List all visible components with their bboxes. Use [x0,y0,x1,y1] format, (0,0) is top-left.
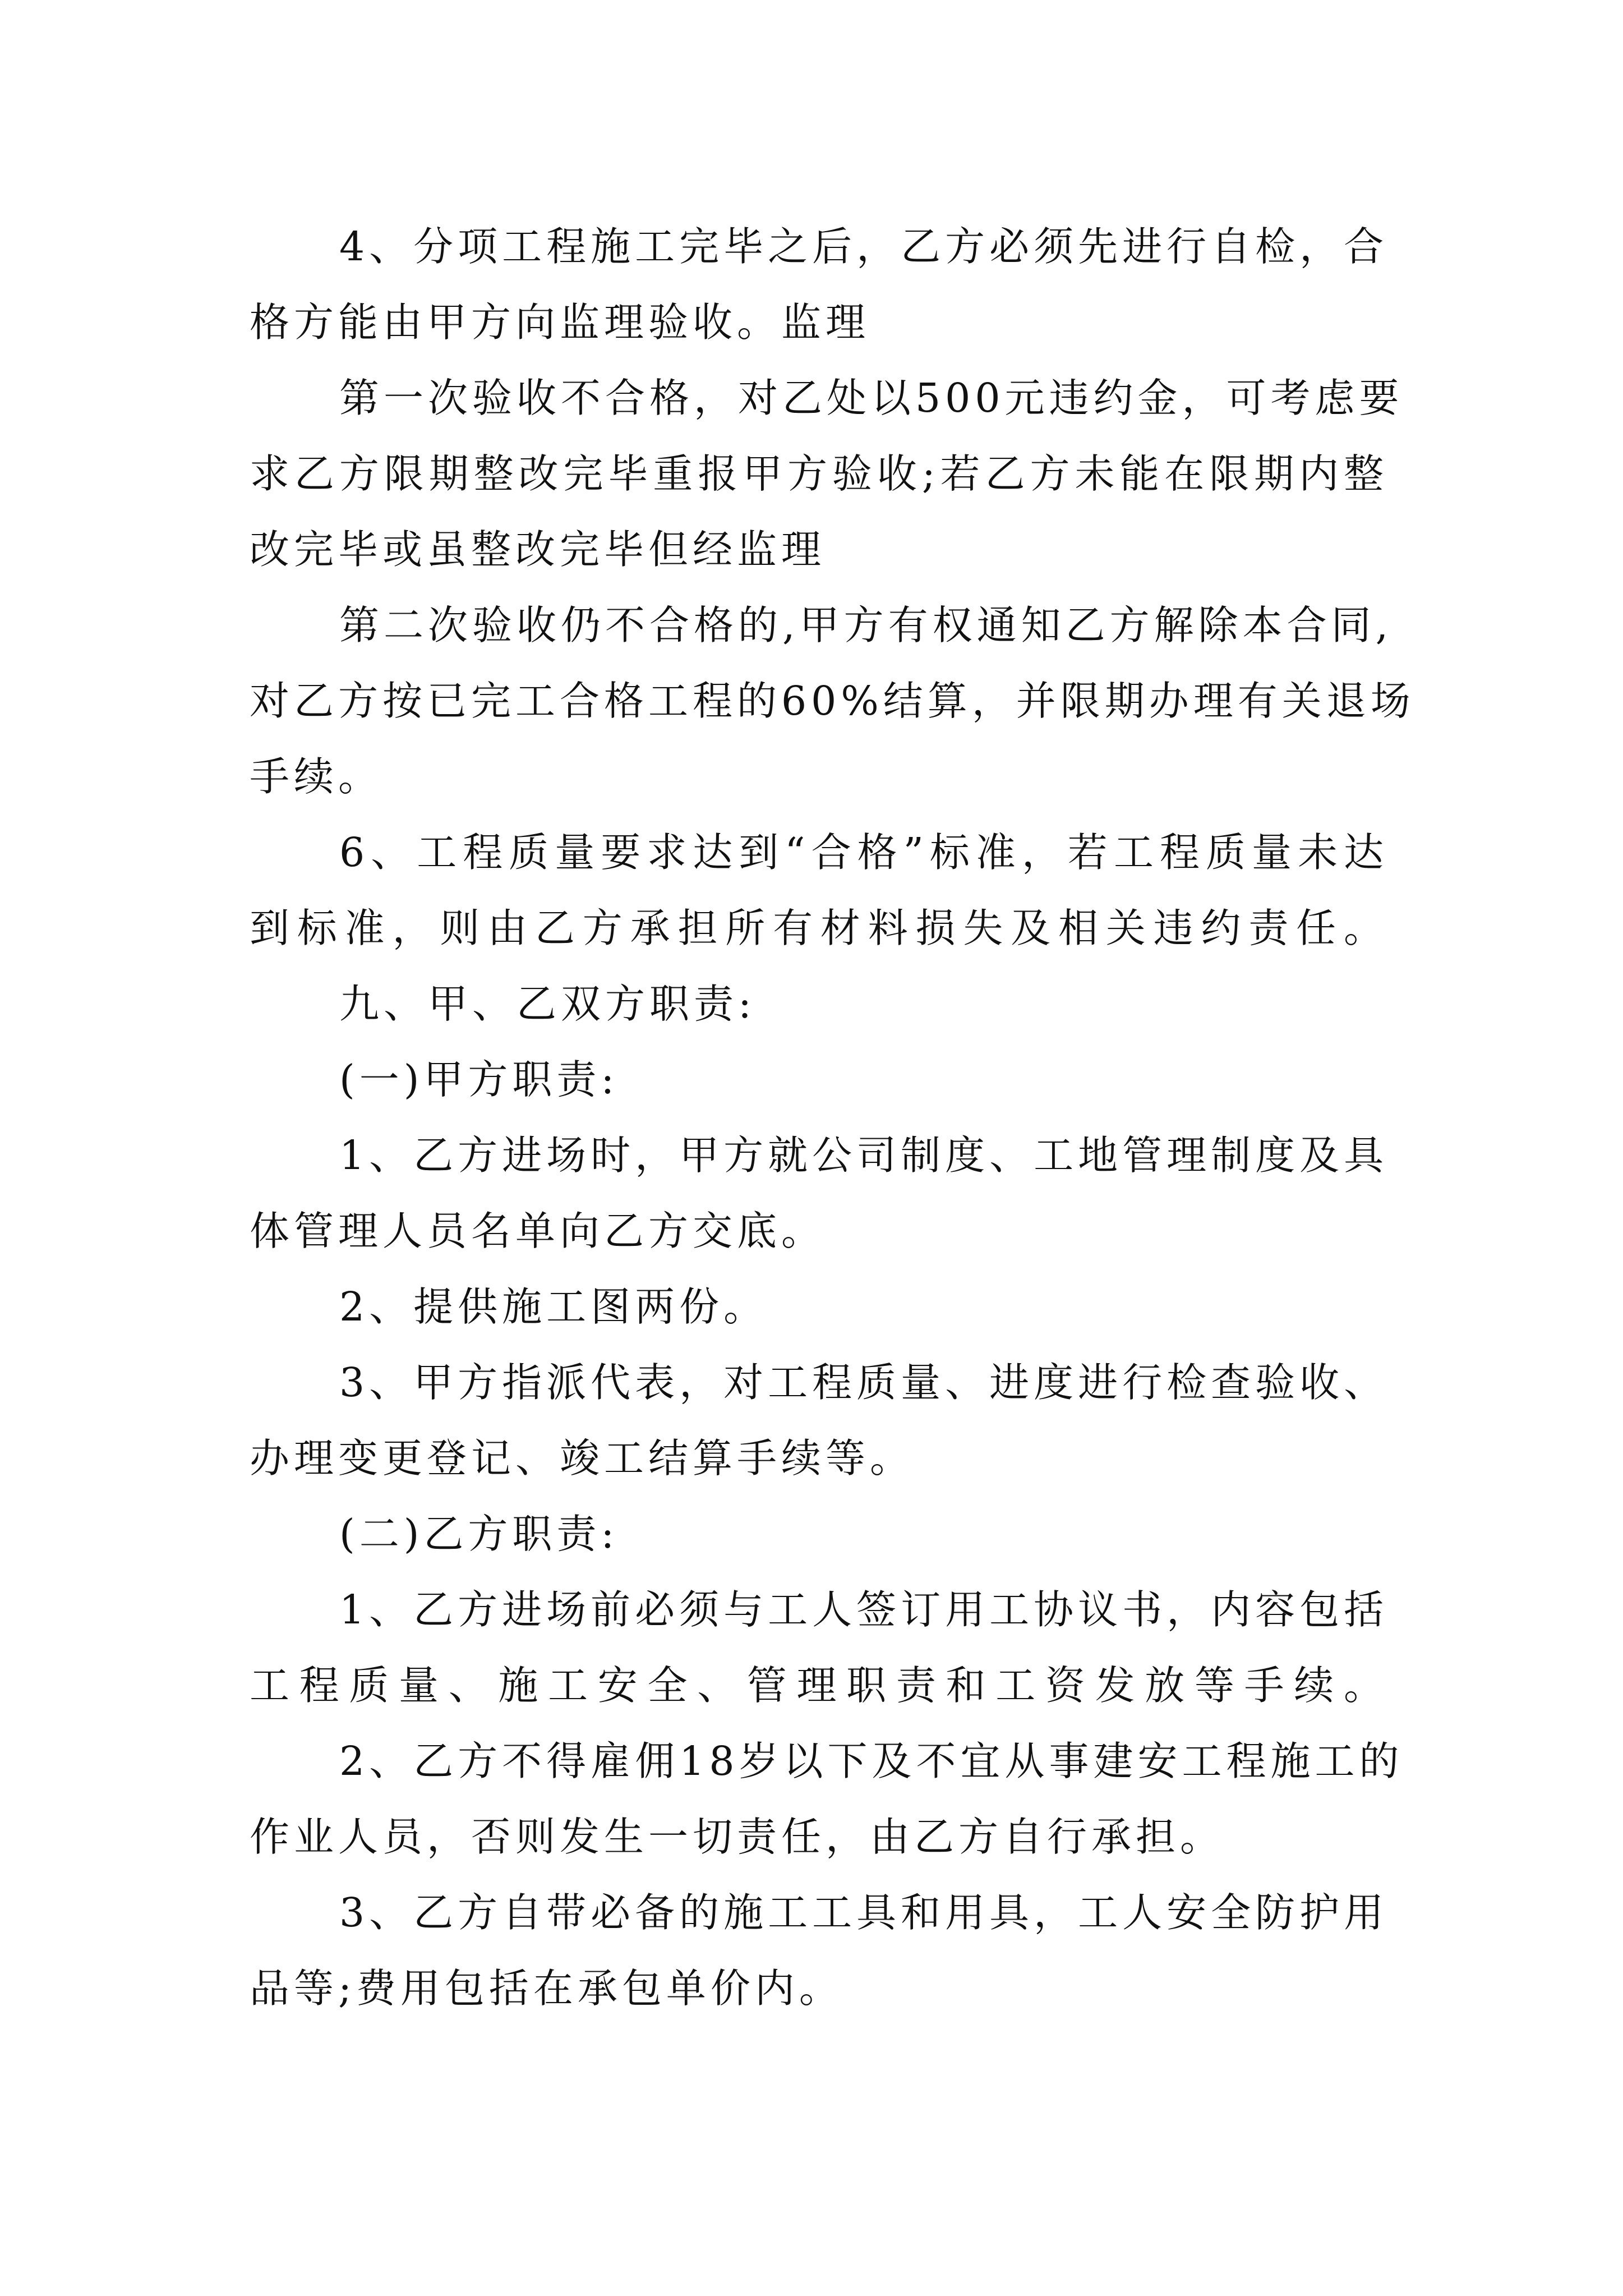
text-line-22: 作业人员，否则发生一切责任，由乙方自行承担。 [250,1814,1225,1860]
text-line-8: 手续。 [250,753,383,800]
text-line-1: 4、分项工程施工完毕之后，乙方必须先进行自检，合 [339,223,1389,270]
text-line-24: 品等;费用包括在承包单价内。 [250,1965,843,2012]
text-line-3: 第一次验收不合格，对乙处以500元违约金，可考虑要 [339,375,1404,421]
text-line-10: 到标准，则由乙方承担所有材料损失及相关违约责任。 [250,905,1388,951]
section-heading-9: 九、甲、乙双方职责: [339,981,756,1027]
text-line-19: 1、乙方进场前必须与工人签订用工协议书，内容包括 [339,1586,1389,1633]
text-line-15: 2、提供施工图两份。 [339,1283,768,1330]
text-line-13: 1、乙方进场时，甲方就公司制度、工地管理制度及具 [339,1132,1389,1179]
text-line-16: 3、甲方指派代表，对工程质量、进度进行检查验收、 [339,1359,1389,1406]
text-line-21: 2、乙方不得雇佣18岁以下及不宜从事建安工程施工的 [339,1738,1404,1784]
text-line-14: 体管理人员名单向乙方交底。 [250,1208,826,1254]
text-line-5: 改完毕或虽整改完毕但经监理 [250,526,826,573]
text-line-23: 3、乙方自带必备的施工工具和用具，工人安全防护用 [339,1889,1389,1936]
text-line-7: 对乙方按已完工合格工程的60%结算，并限期办理有关退场 [250,678,1415,724]
subsection-heading-party-a: (一)甲方职责: [339,1056,619,1103]
text-line-4: 求乙方限期整改完毕重报甲方验收;若乙方未能在限期内整 [250,450,1388,497]
text-line-2: 格方能由甲方向监理验收。监理 [250,299,870,346]
subsection-heading-party-b: (二)乙方职责: [339,1511,619,1557]
text-line-6: 第二次验收仍不合格的,甲方有权通知乙方解除本合同, [339,602,1393,648]
text-line-17: 办理变更登记、竣工结算手续等。 [250,1435,915,1481]
text-line-9: 6、工程质量要求达到“合格”标准，若工程质量未达 [339,829,1388,876]
text-line-20: 工程质量、施工安全、管理职责和工资发放等手续。 [250,1662,1388,1709]
